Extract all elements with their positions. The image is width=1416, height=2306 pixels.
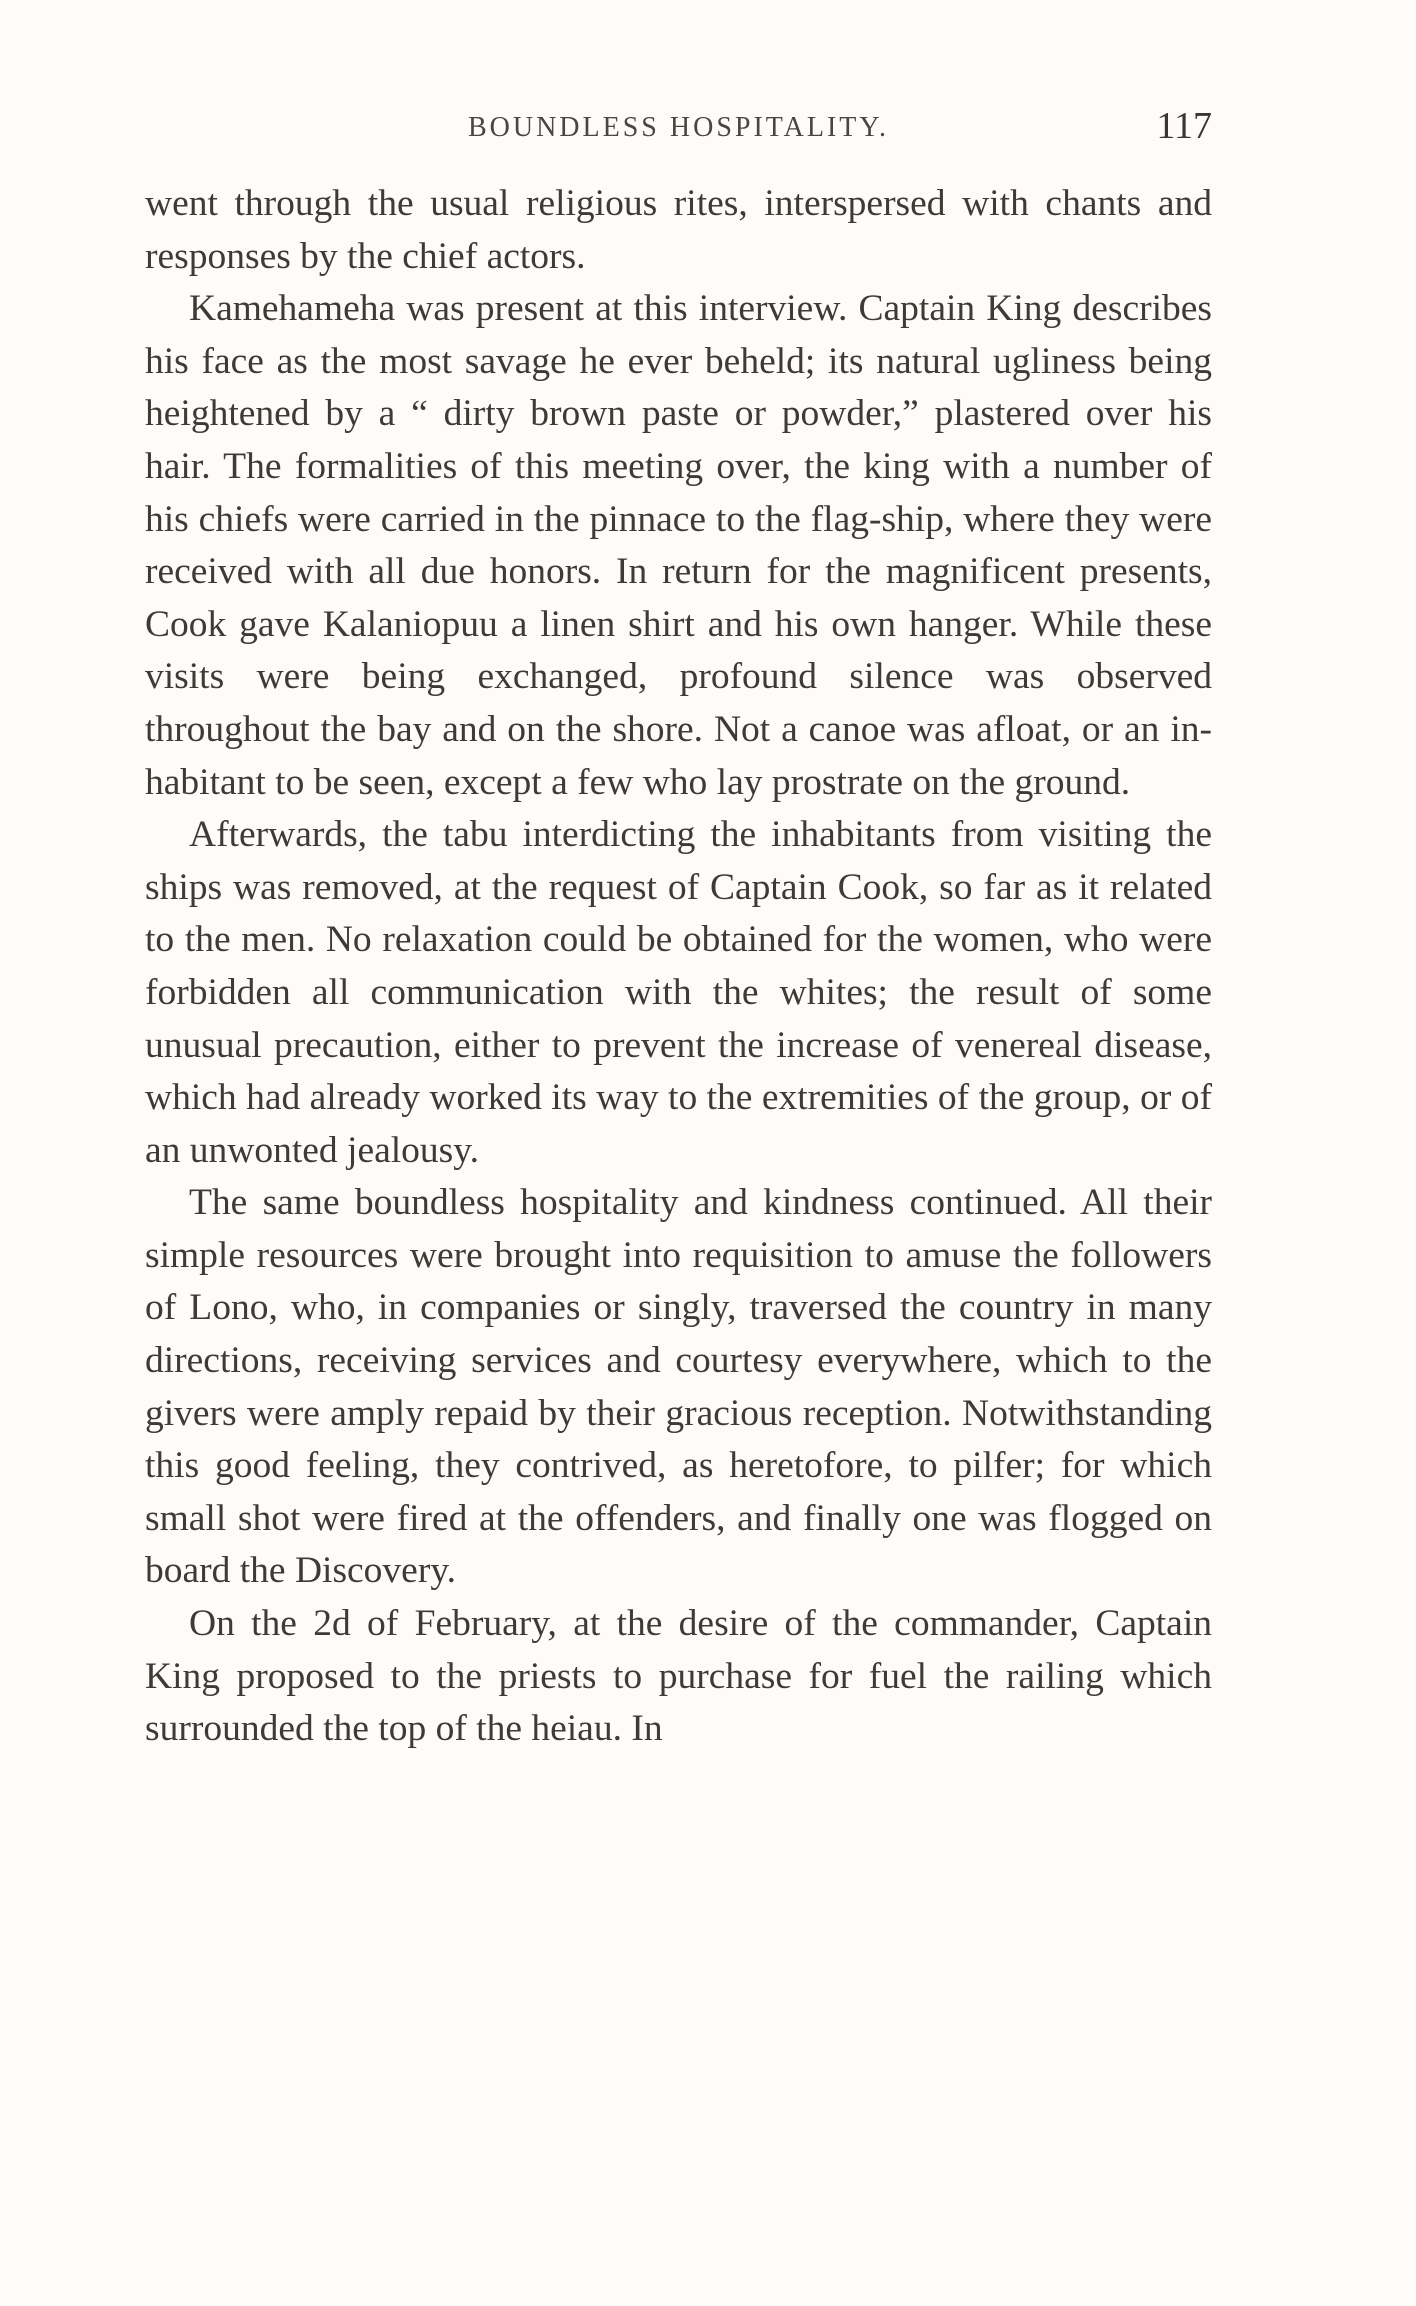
paragraph-february-railing: On the 2d of February, at the desire of the commander, Captain King proposed to the priests to purchase for fuel the railing which surrounded the top of the heiau. In <box>145 1603 1212 1750</box>
running-head <box>145 104 1212 156</box>
page-number: 117 <box>1156 105 1212 147</box>
paragraph-boundless-hospitality: The same boundless hospitality and kindness continued. All their simple resources were brought into requisition to amuse the followers of Lono, who, in companies or singly, traversed the country in many directions, receiving services and courtesy everywhere, which to the givers were amply repaid by their gracious reception. Notwithstanding this good feeling, they contrived, as heretofore, to pilfer; for which small shot were fired at the offenders, and finally one was flogged on board the Discovery. <box>145 1182 1212 1592</box>
body-text <box>145 178 1212 1756</box>
paragraph-kamehameha-interview: Kamehameha was present at this interview. Captain King describes his face as the most savage he ever beheld; its natural ugliness being heightened by a “ dirty brown paste or powder,” plastered over his hair. The formalities of this meeting over, the king with a number of his chiefs were carried in the pinnace to the flag-ship, where they were received with all due honors. In return for the magnificent presents, Cook gave Kalaniopuu a linen shirt and his own hanger. While these visits were being exchanged, profound silence was observed throughout the bay and on the shore. Not a canoe was afloat, or an inhabitant to be seen, except a few who lay prostrate on the ground. <box>145 288 1212 803</box>
running-title: BOUNDLESS HOSPITALITY. <box>467 112 890 143</box>
paragraph-tabu-removed: Afterwards, the tabu interdicting the inhabitants from visiting the ships was removed, at the request of Captain Cook, so far as it related to the men. No relaxation could be obtained for the women, who were forbidden all communication with the whites; the result of some unusual precaution, either to prevent the increase of venereal disease, which had already worked its way to the extremities of the group, or of an unwonted jealousy. <box>145 814 1212 1171</box>
paragraph-continued: went through the usual religious rites, interspersed with chants and responses by the chief actors. <box>145 183 1212 277</box>
